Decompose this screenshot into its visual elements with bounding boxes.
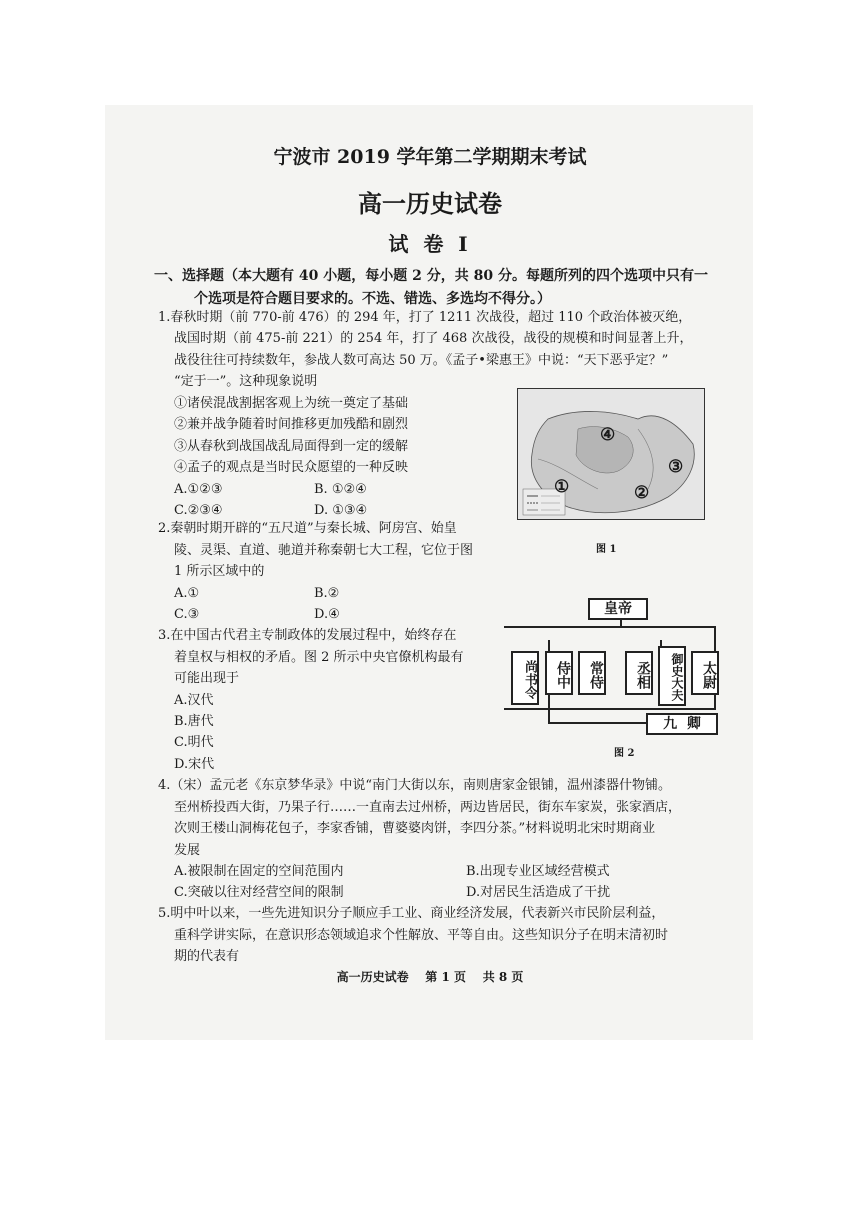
chart-line-bottom <box>504 708 716 710</box>
q1-option-c: C.②③④ <box>174 503 223 518</box>
q1-statement-1: ①诸侯混战割据客观上为统一奠定了基础 <box>174 396 409 411</box>
section-heading-line2: 个选项是符合题目要求的。不选、错选、多选均不得分。） <box>194 291 551 307</box>
map-figure-1 <box>517 388 705 520</box>
q1-stem-line4: “定于一”。这种现象说明 <box>174 374 318 389</box>
yushidafu-box: 御史大夫 <box>658 646 686 706</box>
q4-option-c: C.突破以往对经营空间的限制 <box>174 885 344 900</box>
section-heading-line1: 一、选择题（本大题有 40 小题，每小题 2 分，共 80 分。每题所列的四个选项中只有一 <box>154 268 708 284</box>
q1-stem-line3: 战役往往可持续数年，参战人数可高达 50 万。《孟子•梁惠王》中说：“天下恶乎定？” <box>174 353 669 368</box>
q3-stem-line1: 3.在中国古代君主专制政体的发展过程中，始终存在 <box>158 628 457 643</box>
shizhong-box: 侍中 <box>545 651 573 695</box>
q3-option-c: C.明代 <box>174 735 214 750</box>
map-marker-1: ① <box>554 477 570 497</box>
shangshuling-box: 尚书令 <box>511 651 539 705</box>
q3-stem-line3: 可能出现于 <box>174 671 240 686</box>
chart-line-to-jiuqing <box>548 722 648 724</box>
q4-stem-line2: 至州桥投西大街，乃果子行……一直南去过州桥，两边皆居民，街东车家炭，张家酒店， <box>174 800 682 815</box>
q2-option-c: C.③ <box>174 607 200 622</box>
q1-statement-4: ④孟子的观点是当时民众愿望的一种反映 <box>174 460 409 475</box>
q3-option-a: A.汉代 <box>174 693 214 708</box>
q2-option-b: B.② <box>314 586 340 601</box>
q1-stem-line1: 1.春秋时期（前 770-前 476）的 294 年，打了 1211 次战役，超过 110 个政治体被灭绝， <box>158 310 692 325</box>
q1-statement-2: ②兼并战争随着时间推移更加残酷和剧烈 <box>174 417 409 432</box>
q1-option-d: D. ①③④ <box>314 503 368 518</box>
map-marker-4: ④ <box>600 425 616 445</box>
exam-title: 宁波市 2019 学年第二学期期末考试 <box>273 146 587 168</box>
q4-stem-line3: 次则王楼山洞梅花包子，李家香铺，曹婆婆肉饼，李四分茶。”材料说明北宋时期商业 <box>174 821 656 836</box>
taiwei-box: 太尉 <box>691 651 719 695</box>
q2-option-d: D.④ <box>314 607 340 622</box>
figure-1-caption: 图 1 <box>596 544 617 555</box>
chengxiang-box: 丞相 <box>625 651 653 695</box>
jiuqing-box: 九 卿 <box>646 713 718 735</box>
figure-2-caption: 图 2 <box>614 748 635 759</box>
q2-option-a: A.① <box>174 586 200 601</box>
paper-part-label: 试 卷 Ⅰ <box>388 232 472 256</box>
q2-stem-line1: 2.秦朝时期开辟的“五尺道”与秦长城、阿房宫、始皇 <box>158 521 457 536</box>
q5-stem-line1: 5.明中叶以来，一些先进知识分子顺应手工业、商业经济发展，代表新兴市民阶层利益， <box>158 906 665 921</box>
page-footer: 高一历史试卷 第 1 页 共 8 页 <box>336 970 524 984</box>
map-marker-3: ③ <box>668 457 684 477</box>
q1-stem-line2: 战国时期（前 475-前 221）的 254 年，打了 468 次战役，战役的规模和时间显著上升， <box>174 331 693 346</box>
q2-stem-line2: 陵、灵渠、直道、驰道并称秦朝七大工程，它位于图 <box>174 543 474 558</box>
q1-option-b: B. ①②④ <box>314 482 367 497</box>
q3-stem-line2: 着皇权与相权的矛盾。图 2 所示中央官僚机构最有 <box>174 650 464 665</box>
map-marker-2: ② <box>634 483 650 503</box>
q1-statement-3: ③从春秋到战国战乱局面得到一定的缓解 <box>174 439 409 454</box>
map-graphic <box>518 389 704 519</box>
q3-option-b: B.唐代 <box>174 714 214 729</box>
exam-subtitle: 高一历史试卷 <box>358 190 502 218</box>
q4-option-b: B.出现专业区域经营模式 <box>466 864 610 879</box>
q5-stem-line3: 期的代表有 <box>174 949 240 964</box>
q3-option-d: D.宋代 <box>174 757 215 772</box>
q4-option-d: D.对居民生活造成了干扰 <box>466 885 611 900</box>
chart-line-top <box>504 626 716 628</box>
q4-stem-line1: 4.（宋）孟元老《东京梦华录》中说“南门大街以东，南则唐家金银铺，温州漆器什物铺。 <box>158 778 672 793</box>
q5-stem-line2: 重科学讲实际，在意识形态领域追求个性解放、平等自由。这些知识分子在明末清初时 <box>174 928 669 943</box>
q4-option-a: A.被限制在固定的空间范围内 <box>174 864 344 879</box>
q1-option-a: A.①②③ <box>174 482 223 497</box>
q2-stem-line3: 1 所示区域中的 <box>174 564 265 579</box>
changshi-box: 常侍 <box>578 651 606 695</box>
emperor-box: 皇帝 <box>588 598 648 620</box>
q4-stem-line4: 发展 <box>174 843 201 858</box>
